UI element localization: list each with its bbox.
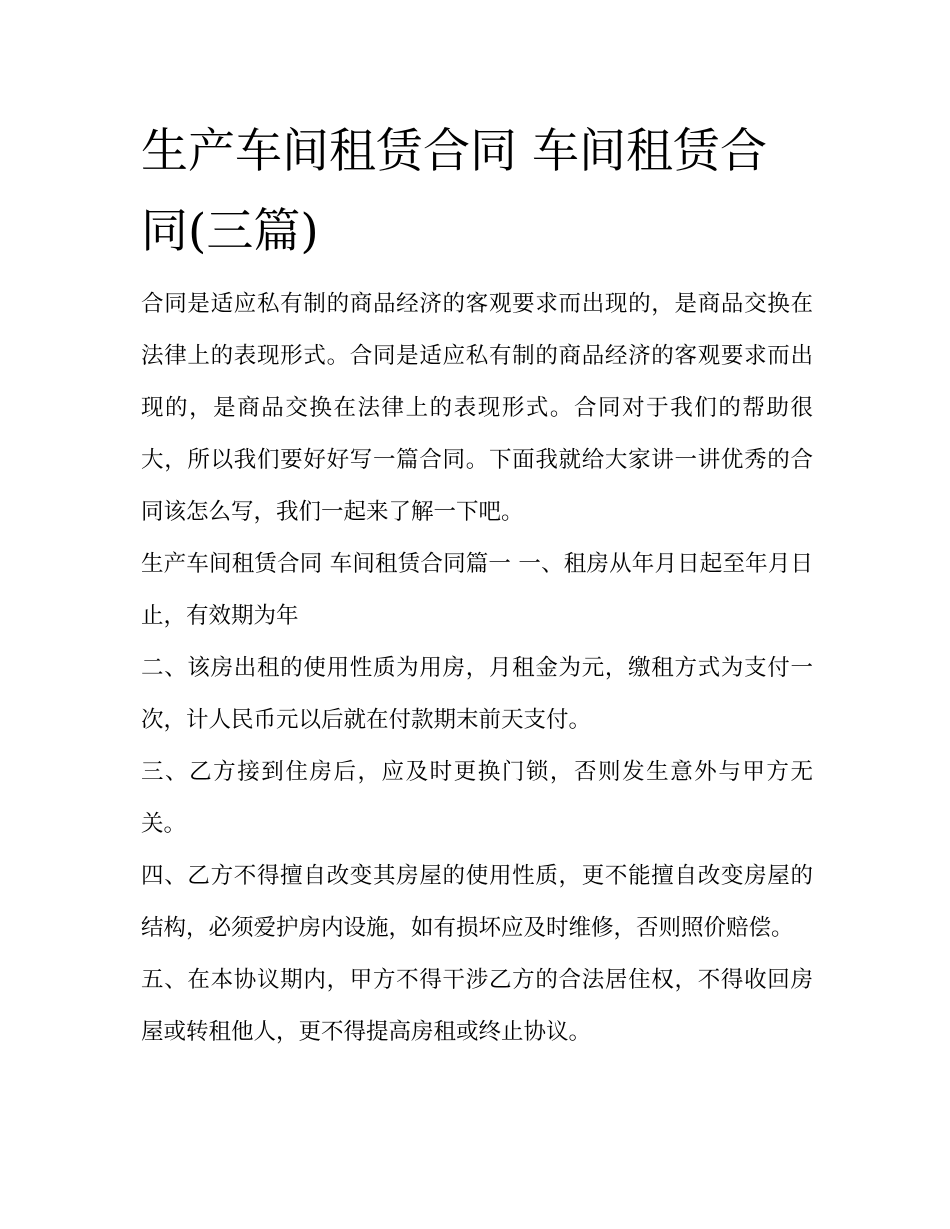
paragraph-article-4: 四、乙方不得擅自改变其房屋的使用性质，更不能擅自改变房屋的结构，必须爱护房内设施，如有损坏应及时维修，否则照价赔偿。 [141,863,813,941]
paragraph-article-1: 生产车间租赁合同 车间租赁合同篇一 一、租房从年月日起至年月日止，有效期为年 [141,551,813,629]
paragraph-article-5: 五、在本协议期内，甲方不得干涉乙方的合法居住权，不得收回房屋或转租他人，更不得提高房租或终止协议。 [141,967,813,1045]
document-title: 生产车间租赁合同 车间租赁合同(三篇) [141,124,767,259]
document-body [141,112,813,1058]
paragraph-article-2: 二、该房出租的使用性质为用房，月租金为元，缴租方式为支付一次，计人民币元以后就在付款期末前天支付。 [141,655,813,733]
paragraph-intro: 合同是适应私有制的商品经济的客观要求而出现的，是商品交换在法律上的表现形式。合同是适应私有制的商品经济的客观要求而出现的，是商品交换在法律上的表现形式。合同对于我们的帮助很大，所以我们要好好写一篇合同。下面我就给大家讲一讲优秀的合同该怎么写，我们一起来了解一下吧。 [141,291,813,525]
paragraph-article-3: 三、乙方接到住房后，应及时更换门锁，否则发生意外与甲方无关。 [141,759,813,837]
